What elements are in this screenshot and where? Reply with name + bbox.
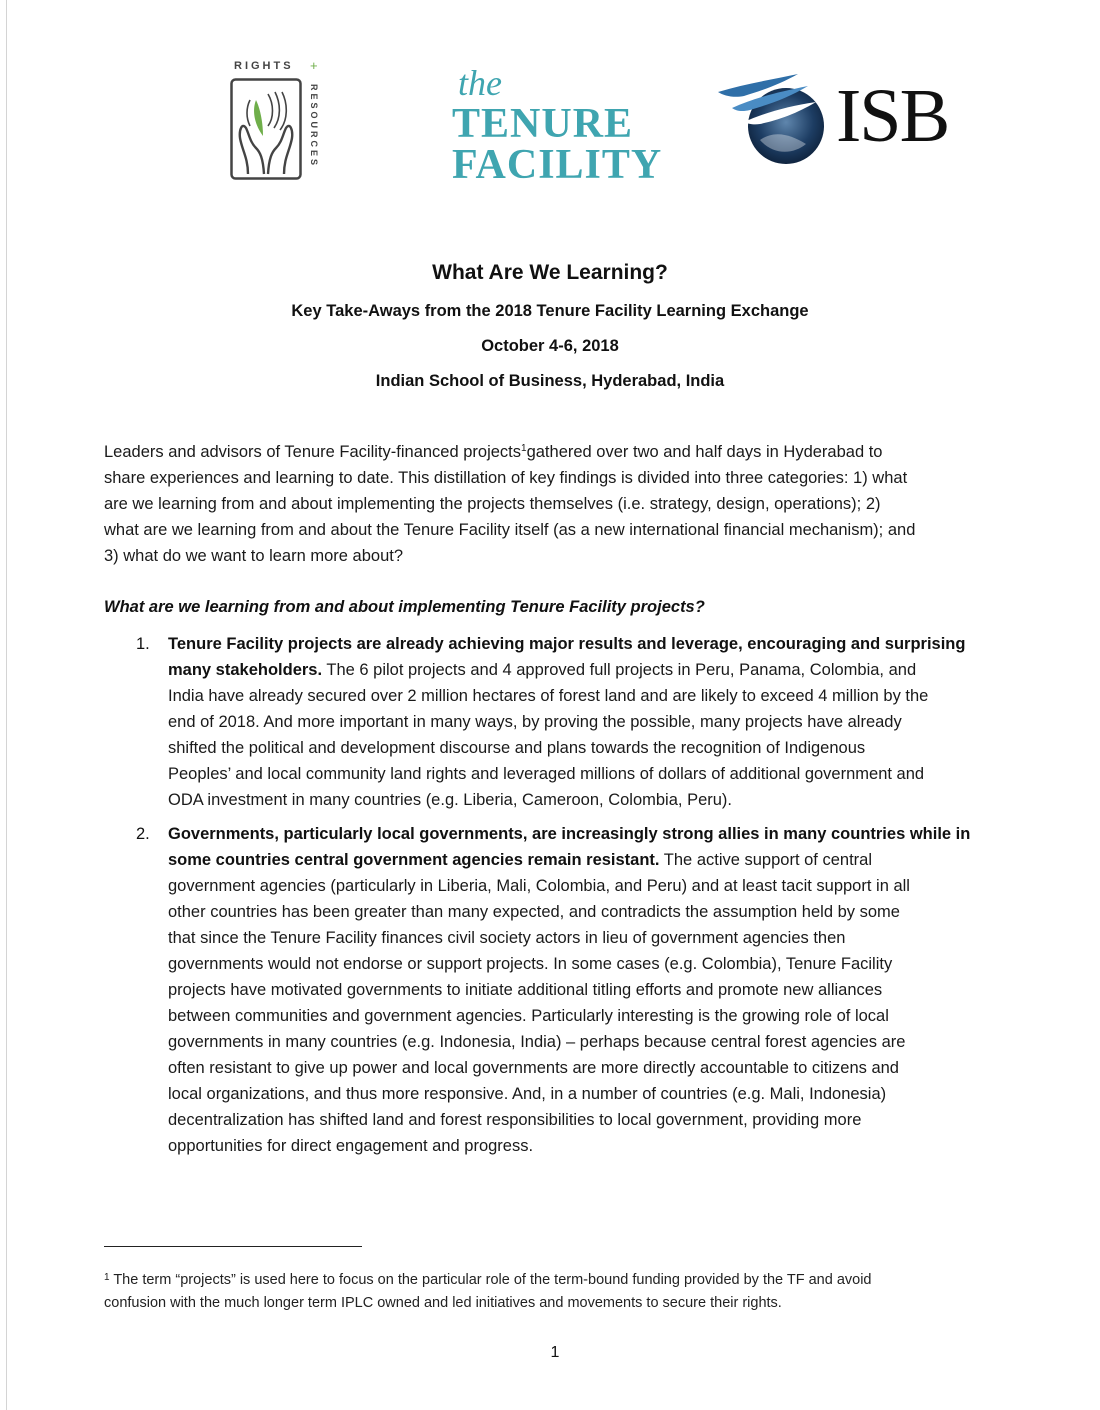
intro-line: share experiences and learning to date. This distillation of key findings is divided into three categories: 1) what: [104, 469, 908, 487]
list-item-line: [168, 631, 1008, 657]
list-item-line: [168, 821, 1008, 847]
intro-line: 3) what do we want to learn more about?: [104, 547, 404, 565]
intro-line: what are we learning from and about the Tenure Facility itself (as a new international financial mechanism); and: [104, 521, 916, 539]
intro-line: [104, 439, 1004, 465]
list-item-line: often resistant to give up power and local governments are more directly accountable to citizens and: [168, 1059, 899, 1077]
intro-paragraph: [104, 439, 1004, 569]
list-item-line: between communities and government agencies. Particularly interesting is the growing role of local: [168, 1007, 889, 1025]
rights-resources-logo: [226, 58, 326, 186]
list-item-lead: some countries central government agencies remain resistant.: [168, 851, 660, 869]
footnote-marker: 1: [104, 1272, 110, 1283]
list-item-line: projects have motivated governments to initiate additional titling efforts and promote new alliances: [168, 981, 883, 999]
isb-logo-text: ISB: [836, 74, 949, 158]
list-item-lead: Governments, particularly local governments, are increasingly strong allies in many countries while in: [168, 825, 971, 843]
list-item-lead: Tenure Facility projects are already achieving major results and leverage, encouraging and surprising: [168, 635, 966, 653]
event-date: October 4-6, 2018: [481, 337, 619, 355]
list-item-line: government agencies (particularly in Liberia, Mali, Colombia, and Peru) and at least tacit support in all: [168, 877, 910, 895]
intro-line: are we learning from and about implementing the projects themselves (i.e. strategy, design, operations); 2): [104, 495, 881, 513]
list-item-line: local organizations, and thus more responsive. And, in a number of countries (e.g. Mali, Indonesia): [168, 1085, 887, 1103]
list-item: [168, 631, 1008, 813]
list-item-line: [168, 847, 1008, 873]
rri-logo-side-text: RESOURCES: [309, 84, 319, 169]
list-item-line: shifted the political and development discourse and plans towards the recognition of Indigenous: [168, 739, 866, 757]
list-item-text: The 6 pilot projects and 4 approved full projects in Peru, Panama, Colombia, and: [322, 661, 917, 679]
section-heading: What are we learning from and about implementing Tenure Facility projects?: [104, 598, 705, 616]
rri-logo-top-text: RIGHTS: [234, 60, 294, 72]
isb-globe-wing-icon: [714, 70, 832, 166]
raised-hands-icon: [230, 78, 302, 180]
page-number: 1: [550, 1344, 560, 1361]
tenure-facility-logo-the: the: [458, 63, 502, 103]
intro-text: gathered over two and half days in Hyderabad to: [526, 443, 883, 461]
list-item-lead: many stakeholders.: [168, 661, 323, 679]
list-item-line: [168, 657, 1008, 683]
list-item-line: end of 2018. And more important in many ways, by proving the possible, many projects have already: [168, 713, 902, 731]
intro-text: Leaders and advisors of Tenure Facility-financed projects: [104, 443, 522, 461]
footnote: [104, 1269, 1004, 1315]
tenure-facility-logo-line1: TENURE: [452, 101, 634, 147]
list-item-line: other countries has been greater than many expected, and contradicts the assumption held by some: [168, 903, 900, 921]
footnote-reference[interactable]: 1: [521, 443, 527, 454]
tenure-facility-logo: [452, 60, 672, 190]
page-title: What Are We Learning?: [432, 261, 668, 284]
list-item-line: governments in many countries (e.g. Indonesia, India) – perhaps because central forest agencies are: [168, 1033, 906, 1051]
list-item-line: decentralization has shifted land and forest responsibilities to local government, providing more: [168, 1111, 862, 1129]
list-item-text: The active support of central: [659, 851, 872, 869]
page-subtitle: Key Take-Aways from the 2018 Tenure Facility Learning Exchange: [291, 302, 809, 320]
footnote-separator: [104, 1246, 362, 1247]
list-item-number: 1.: [136, 635, 150, 653]
event-location: Indian School of Business, Hyderabad, India: [375, 372, 725, 390]
page-edge-rule: [6, 0, 7, 1410]
list-item-line: India have already secured over 2 million hectares of forest land and are likely to exceed 4 million by the: [168, 687, 929, 705]
list-item-line: opportunities for direct engagement and progress.: [168, 1137, 534, 1155]
list-item-line: ODA investment in many countries (e.g. Liberia, Cameroon, Colombia, Peru).: [168, 791, 732, 809]
list-item-line: that since the Tenure Facility finances civil society actors in lieu of government agencies then: [168, 929, 846, 947]
isb-logo: [714, 70, 964, 170]
tenure-facility-logo-line2: FACILITY: [452, 142, 663, 188]
footnote-line: [104, 1269, 1004, 1292]
list-item-number: 2.: [136, 825, 150, 843]
footnote-text: The term “projects” is used here to focus on the particular role of the term-bound funding provided by the TF and avoid: [109, 1272, 872, 1288]
footnote-line: confusion with the much longer term IPLC owned and led initiatives and movements to secure their rights.: [104, 1295, 782, 1311]
list-item-line: governments would not endorse or support projects. In some cases (e.g. Colombia), Tenure Facility: [168, 955, 893, 973]
list-item-line: Peoples’ and local community land rights and leveraged millions of dollars of additional government and: [168, 765, 925, 783]
rri-logo-plus: +: [310, 58, 318, 73]
list-item: [168, 821, 1008, 1159]
